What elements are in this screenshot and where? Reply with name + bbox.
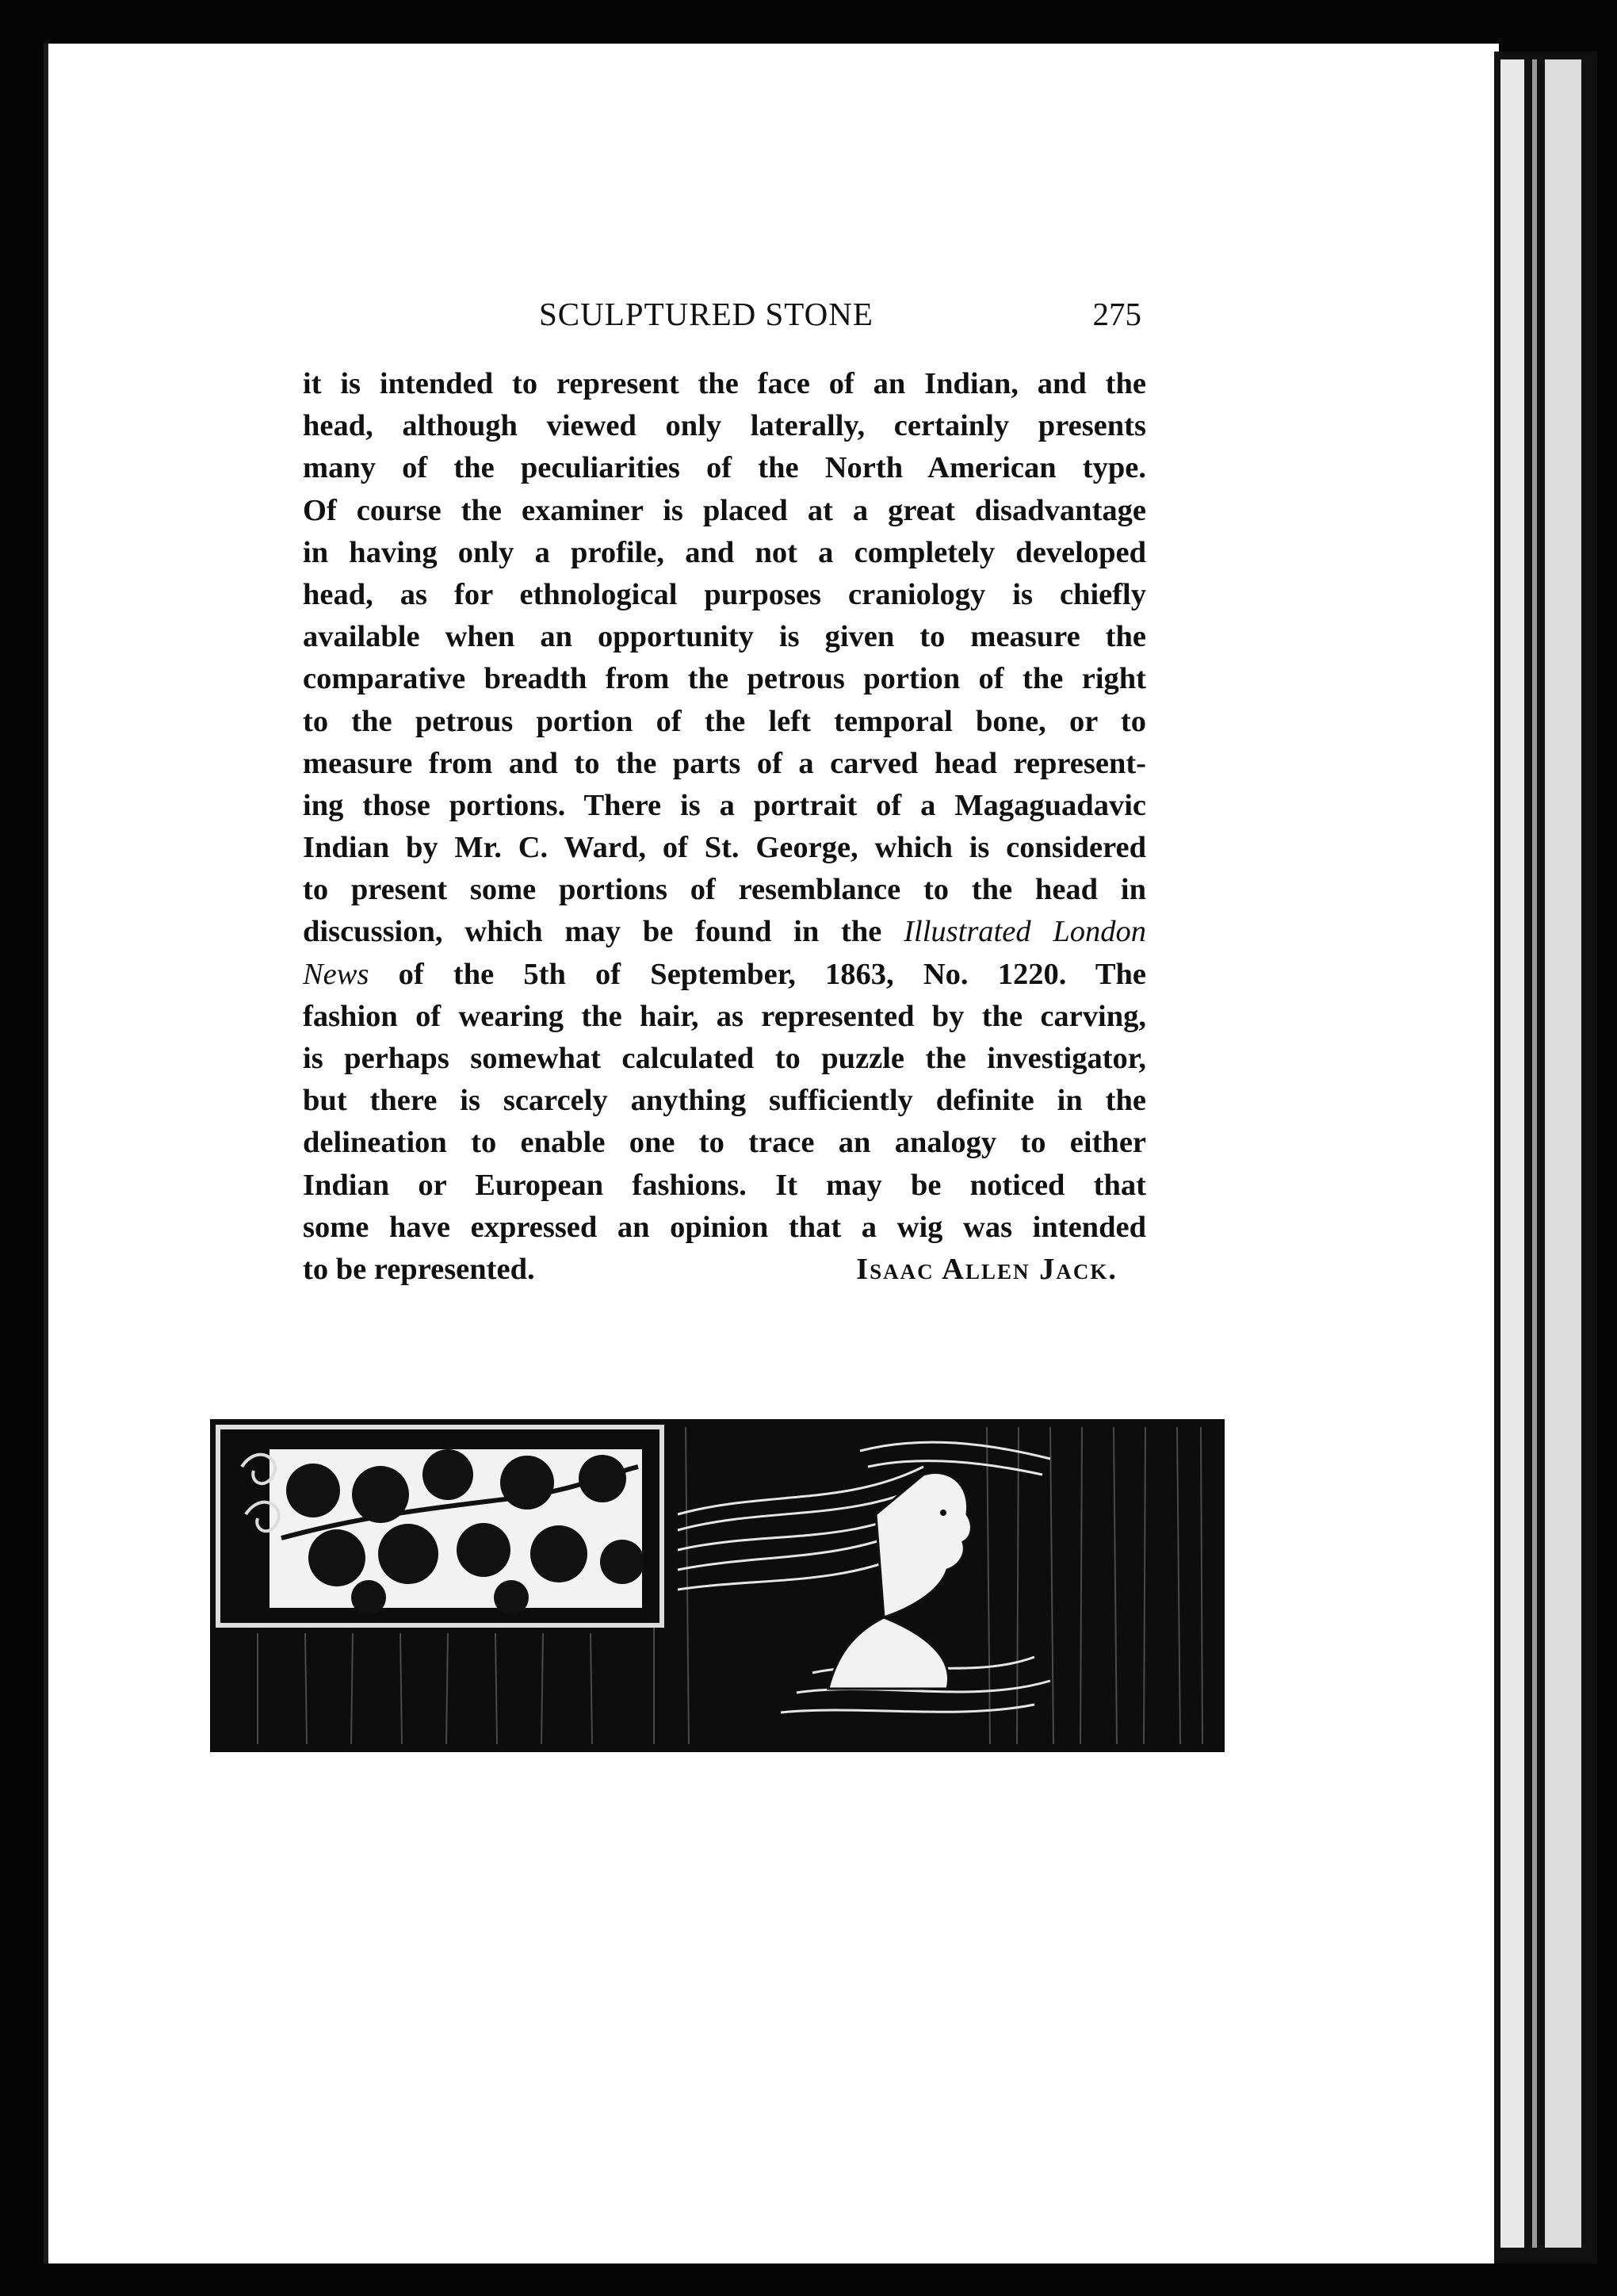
text-line (303, 954, 1146, 996)
edge-strip (1532, 59, 1537, 2248)
running-head (301, 295, 1141, 335)
text-line (303, 911, 1146, 953)
text-line: head, as for ethnological purposes craniology is chiefly (303, 577, 1146, 611)
text-fragment: of the 5th of September, 1863, No. 1220. The (398, 957, 1146, 991)
author-signature: Isaac Allen Jack. (856, 1252, 1118, 1286)
text-line: it is intended to represent the face of an Indian, and the (303, 367, 1146, 400)
text-line: Indian or European fashions. It may be noticed that (303, 1168, 1146, 1202)
text-line: many of the peculiarities of the North American type. (303, 451, 1146, 485)
text-line: available when an opportunity is given to measure the (303, 620, 1146, 654)
italic-title: News (303, 957, 369, 991)
text-line: to the petrous portion of the left temporal bone, or to (303, 704, 1146, 738)
body-text (303, 363, 1146, 1291)
text-line: Indian by Mr. C. Ward, of St. George, which is considered (303, 831, 1146, 865)
text-line: measure from and to the parts of a carved head represent- (303, 746, 1146, 780)
text-line: but there is scarcely anything sufficiently definite in the (303, 1084, 1146, 1118)
running-title: SCULPTURED STONE (539, 296, 873, 332)
text-line: in having only a profile, and not a completely developed (303, 535, 1146, 569)
edge-strip (1500, 59, 1524, 2248)
binding-edge (1494, 52, 1597, 2263)
edge-strip (1545, 59, 1581, 2248)
text-line: ing those portions. There is a portrait of a Magaguadavic (303, 788, 1146, 822)
final-line: to be represented. (303, 1252, 535, 1286)
italic-title: Illustrated London (904, 915, 1147, 949)
text-line: delineation to enable one to trace an analogy to either (303, 1126, 1146, 1160)
text-line: fashion of wearing the hair, as represented by the carving, (303, 999, 1146, 1033)
page-number: 275 (1092, 296, 1141, 332)
text-line: some have expressed an opinion that a wig was intended (303, 1210, 1146, 1244)
tailpiece-illustration (210, 1419, 1225, 1752)
text-line (303, 1249, 1146, 1291)
woodcut-woman-and-vine-icon (210, 1419, 1225, 1752)
text-line: head, although viewed only laterally, certainly presents (303, 409, 1146, 443)
text-line: Of course the examiner is placed at a great disadvantage (303, 493, 1146, 527)
text-line: comparative breadth from the petrous portion of the right (303, 662, 1146, 696)
text-fragment: discussion, which may be found in the (303, 915, 882, 949)
text-line: to present some portions of resemblance to the head in (303, 873, 1146, 907)
text-line: is perhaps somewhat calculated to puzzle the investigator, (303, 1042, 1146, 1075)
